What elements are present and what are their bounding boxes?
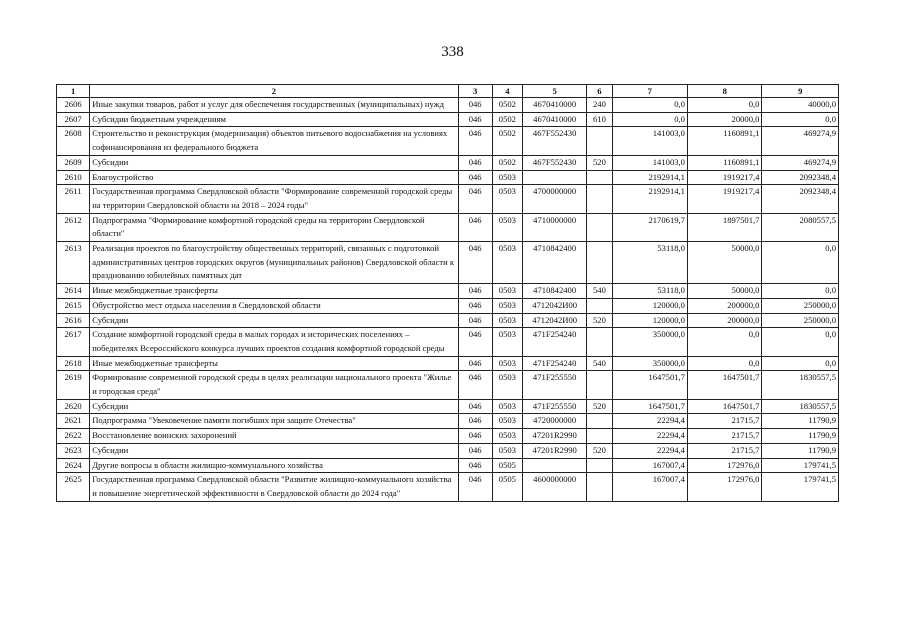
ministry-code: 046 bbox=[458, 98, 492, 113]
amount-col9: 1830557,5 bbox=[762, 371, 839, 399]
amount-col9: 0,0 bbox=[762, 242, 839, 284]
expense-type-code: 520 bbox=[587, 443, 612, 458]
expense-type-code: 610 bbox=[587, 112, 612, 127]
table-row bbox=[57, 356, 839, 371]
table-row bbox=[57, 371, 839, 399]
section-code: 0503 bbox=[492, 313, 522, 328]
row-name: Субсидии bbox=[90, 443, 458, 458]
table-row bbox=[57, 112, 839, 127]
amount-col7: 22294,4 bbox=[612, 443, 687, 458]
target-article-code: 4710842400 bbox=[522, 242, 586, 284]
section-code: 0505 bbox=[492, 473, 522, 501]
table-row bbox=[57, 458, 839, 473]
amount-col7: 350000,0 bbox=[612, 356, 687, 371]
section-code: 0503 bbox=[492, 399, 522, 414]
table-row bbox=[57, 429, 839, 444]
target-article-code bbox=[522, 458, 586, 473]
expense-type-code bbox=[587, 458, 612, 473]
amount-col9: 11790,9 bbox=[762, 414, 839, 429]
row-number: 2614 bbox=[57, 284, 90, 299]
amount-col8: 1919217,4 bbox=[687, 185, 761, 213]
col-header: 5 bbox=[522, 85, 586, 98]
col-header: 4 bbox=[492, 85, 522, 98]
expense-type-code: 520 bbox=[587, 313, 612, 328]
page-number: 338 bbox=[441, 44, 464, 60]
amount-col7: 2170619,7 bbox=[612, 213, 687, 241]
amount-col8: 200000,0 bbox=[687, 313, 761, 328]
target-article-code: 4712042И00 bbox=[522, 298, 586, 313]
target-article-code: 471F254240 bbox=[522, 356, 586, 371]
ministry-code: 046 bbox=[458, 213, 492, 241]
row-name: Субсидии бюджетным учреждениям bbox=[90, 112, 458, 127]
section-code: 0503 bbox=[492, 429, 522, 444]
ministry-code: 046 bbox=[458, 127, 492, 155]
expense-type-code: 240 bbox=[587, 98, 612, 113]
target-article-code: 467F552430 bbox=[522, 155, 586, 170]
target-article-code: 471F255550 bbox=[522, 399, 586, 414]
amount-col9: 11790,9 bbox=[762, 443, 839, 458]
section-code: 0505 bbox=[492, 458, 522, 473]
expense-type-code: 540 bbox=[587, 356, 612, 371]
amount-col7: 22294,4 bbox=[612, 429, 687, 444]
target-article-code: 47201R2990 bbox=[522, 429, 586, 444]
ministry-code: 046 bbox=[458, 155, 492, 170]
row-number: 2618 bbox=[57, 356, 90, 371]
amount-col8: 21715,7 bbox=[687, 414, 761, 429]
expense-type-code bbox=[587, 414, 612, 429]
row-number: 2611 bbox=[57, 185, 90, 213]
ministry-code: 046 bbox=[458, 458, 492, 473]
row-name: Иные межбюджетные трансферты bbox=[90, 284, 458, 299]
expense-type-code bbox=[587, 213, 612, 241]
table-row bbox=[57, 155, 839, 170]
target-article-code bbox=[522, 170, 586, 185]
col-header: 6 bbox=[587, 85, 612, 98]
row-number: 2613 bbox=[57, 242, 90, 284]
amount-col9: 0,0 bbox=[762, 328, 839, 356]
ministry-code: 046 bbox=[458, 399, 492, 414]
amount-col7: 2192914,1 bbox=[612, 170, 687, 185]
expense-type-code: 540 bbox=[587, 284, 612, 299]
row-number: 2623 bbox=[57, 443, 90, 458]
row-number: 2622 bbox=[57, 429, 90, 444]
ministry-code: 046 bbox=[458, 242, 492, 284]
expense-type-code bbox=[587, 371, 612, 399]
amount-col9: 0,0 bbox=[762, 112, 839, 127]
row-number: 2617 bbox=[57, 328, 90, 356]
row-name: Субсидии bbox=[90, 313, 458, 328]
table-row bbox=[57, 328, 839, 356]
amount-col7: 22294,4 bbox=[612, 414, 687, 429]
expense-type-code bbox=[587, 473, 612, 501]
amount-col7: 120000,0 bbox=[612, 313, 687, 328]
row-number: 2616 bbox=[57, 313, 90, 328]
row-name: Реализация проектов по благоустройству общественных территорий, связанных с подготовкой административных центров городских округов (муниципальных районов) Свердловской области к празднованию юбилейных памятных дат bbox=[90, 242, 458, 284]
expense-type-code bbox=[587, 429, 612, 444]
expense-type-code bbox=[587, 127, 612, 155]
amount-col9: 469274,9 bbox=[762, 155, 839, 170]
section-code: 0503 bbox=[492, 328, 522, 356]
ministry-code: 046 bbox=[458, 328, 492, 356]
ministry-code: 046 bbox=[458, 313, 492, 328]
table-row bbox=[57, 443, 839, 458]
section-code: 0503 bbox=[492, 170, 522, 185]
ministry-code: 046 bbox=[458, 429, 492, 444]
ministry-code: 046 bbox=[458, 284, 492, 299]
row-name: Обустройство мест отдыха населения в Свердловской области bbox=[90, 298, 458, 313]
amount-col7: 53118,0 bbox=[612, 242, 687, 284]
col-header: 1 bbox=[57, 85, 90, 98]
row-name: Подпрограмма "Увековечение памяти погибших при защите Отечества" bbox=[90, 414, 458, 429]
row-name: Субсидии bbox=[90, 155, 458, 170]
row-name: Государственная программа Свердловской области "Формирование современной городской среды на территории Свердловской области на 2018 – 2024 годы" bbox=[90, 185, 458, 213]
table-row bbox=[57, 473, 839, 501]
col-header: 2 bbox=[90, 85, 458, 98]
target-article-code: 4700000000 bbox=[522, 185, 586, 213]
target-article-code: 47201R2990 bbox=[522, 443, 586, 458]
target-article-code: 4710842400 bbox=[522, 284, 586, 299]
amount-col9: 250000,0 bbox=[762, 313, 839, 328]
amount-col9: 250000,0 bbox=[762, 298, 839, 313]
amount-col9: 0,0 bbox=[762, 284, 839, 299]
row-name: Создание комфортной городской среды в малых городах и исторических поселениях – победителях Всероссийского конкурса лучших проектов создания комфортной городской среды bbox=[90, 328, 458, 356]
expense-type-code bbox=[587, 328, 612, 356]
amount-col7: 0,0 bbox=[612, 112, 687, 127]
col-header: 9 bbox=[762, 85, 839, 98]
col-header: 3 bbox=[458, 85, 492, 98]
amount-col8: 1160891,1 bbox=[687, 155, 761, 170]
amount-col9: 40000,0 bbox=[762, 98, 839, 113]
ministry-code: 046 bbox=[458, 473, 492, 501]
header-row bbox=[57, 85, 839, 98]
target-article-code: 467F552430 bbox=[522, 127, 586, 155]
row-number: 2619 bbox=[57, 371, 90, 399]
amount-col8: 1897501,7 bbox=[687, 213, 761, 241]
row-number: 2606 bbox=[57, 98, 90, 113]
target-article-code: 4670410000 bbox=[522, 112, 586, 127]
table-row bbox=[57, 399, 839, 414]
ministry-code: 046 bbox=[458, 298, 492, 313]
section-code: 0503 bbox=[492, 284, 522, 299]
expense-type-code bbox=[587, 298, 612, 313]
target-article-code: 4712042И00 bbox=[522, 313, 586, 328]
section-code: 0502 bbox=[492, 155, 522, 170]
amount-col9: 179741,5 bbox=[762, 473, 839, 501]
amount-col8: 1919217,4 bbox=[687, 170, 761, 185]
section-code: 0502 bbox=[492, 98, 522, 113]
row-number: 2621 bbox=[57, 414, 90, 429]
amount-col9: 2080557,5 bbox=[762, 213, 839, 241]
amount-col7: 1647501,7 bbox=[612, 399, 687, 414]
ministry-code: 046 bbox=[458, 443, 492, 458]
table-row bbox=[57, 313, 839, 328]
amount-col8: 20000,0 bbox=[687, 112, 761, 127]
row-number: 2608 bbox=[57, 127, 90, 155]
amount-col8: 200000,0 bbox=[687, 298, 761, 313]
row-name: Подпрограмма "Формирование комфортной городской среды на территории Свердловской области" bbox=[90, 213, 458, 241]
col-header: 8 bbox=[687, 85, 761, 98]
amount-col8: 172976,0 bbox=[687, 473, 761, 501]
section-code: 0503 bbox=[492, 185, 522, 213]
amount-col8: 1647501,7 bbox=[687, 399, 761, 414]
amount-col8: 0,0 bbox=[687, 356, 761, 371]
expense-type-code: 520 bbox=[587, 155, 612, 170]
row-name: Государственная программа Свердловской области "Развитие жилищно-коммунального хозяйства и повышение энергетической эффективности в Свердловской области до 2024 года" bbox=[90, 473, 458, 501]
ministry-code: 046 bbox=[458, 185, 492, 213]
amount-col7: 120000,0 bbox=[612, 298, 687, 313]
amount-col9: 179741,5 bbox=[762, 458, 839, 473]
section-code: 0502 bbox=[492, 127, 522, 155]
amount-col7: 167007,4 bbox=[612, 473, 687, 501]
section-code: 0503 bbox=[492, 414, 522, 429]
amount-col7: 141003,0 bbox=[612, 155, 687, 170]
col-header: 7 bbox=[612, 85, 687, 98]
target-article-code: 471F254240 bbox=[522, 328, 586, 356]
row-name: Субсидии bbox=[90, 399, 458, 414]
row-number: 2612 bbox=[57, 213, 90, 241]
amount-col8: 21715,7 bbox=[687, 429, 761, 444]
table-row bbox=[57, 298, 839, 313]
table-row bbox=[57, 284, 839, 299]
section-code: 0502 bbox=[492, 112, 522, 127]
row-number: 2610 bbox=[57, 170, 90, 185]
ministry-code: 046 bbox=[458, 371, 492, 399]
amount-col8: 172976,0 bbox=[687, 458, 761, 473]
target-article-code: 4720000000 bbox=[522, 414, 586, 429]
amount-col7: 167007,4 bbox=[612, 458, 687, 473]
target-article-code: 4670410000 bbox=[522, 98, 586, 113]
amount-col8: 1647501,7 bbox=[687, 371, 761, 399]
amount-col8: 0,0 bbox=[687, 328, 761, 356]
amount-col9: 2092348,4 bbox=[762, 185, 839, 213]
row-number: 2624 bbox=[57, 458, 90, 473]
amount-col9: 0,0 bbox=[762, 356, 839, 371]
table-row bbox=[57, 414, 839, 429]
amount-col9: 11790,9 bbox=[762, 429, 839, 444]
section-code: 0503 bbox=[492, 213, 522, 241]
amount-col9: 469274,9 bbox=[762, 127, 839, 155]
amount-col7: 2192914,1 bbox=[612, 185, 687, 213]
table-row bbox=[57, 213, 839, 241]
amount-col8: 21715,7 bbox=[687, 443, 761, 458]
expense-type-code bbox=[587, 242, 612, 284]
target-article-code: 4600000000 bbox=[522, 473, 586, 501]
amount-col7: 53118,0 bbox=[612, 284, 687, 299]
section-code: 0503 bbox=[492, 298, 522, 313]
ministry-code: 046 bbox=[458, 356, 492, 371]
row-name: Благоустройство bbox=[90, 170, 458, 185]
amount-col8: 1160891,1 bbox=[687, 127, 761, 155]
ministry-code: 046 bbox=[458, 112, 492, 127]
amount-col7: 350000,0 bbox=[612, 328, 687, 356]
amount-col7: 141003,0 bbox=[612, 127, 687, 155]
ministry-code: 046 bbox=[458, 170, 492, 185]
section-code: 0503 bbox=[492, 371, 522, 399]
row-number: 2607 bbox=[57, 112, 90, 127]
expense-type-code bbox=[587, 170, 612, 185]
amount-col8: 50000,0 bbox=[687, 284, 761, 299]
amount-col8: 0,0 bbox=[687, 98, 761, 113]
row-name: Иные межбюджетные трансферты bbox=[90, 356, 458, 371]
section-code: 0503 bbox=[492, 356, 522, 371]
table-row bbox=[57, 127, 839, 155]
row-number: 2625 bbox=[57, 473, 90, 501]
ministry-code: 046 bbox=[458, 414, 492, 429]
table-row bbox=[57, 242, 839, 284]
table-row bbox=[57, 170, 839, 185]
amount-col9: 1830557,5 bbox=[762, 399, 839, 414]
row-name: Восстановление воинских захоронений bbox=[90, 429, 458, 444]
amount-col7: 0,0 bbox=[612, 98, 687, 113]
section-code: 0503 bbox=[492, 443, 522, 458]
budget-table bbox=[56, 84, 839, 502]
expense-type-code bbox=[587, 185, 612, 213]
amount-col9: 2092348,4 bbox=[762, 170, 839, 185]
row-name: Другие вопросы в области жилищно-коммунального хозяйства bbox=[90, 458, 458, 473]
target-article-code: 4710000000 bbox=[522, 213, 586, 241]
target-article-code: 471F255550 bbox=[522, 371, 586, 399]
row-name: Формирование современной городской среды в целях реализации национального проекта "Жилье и городская среда" bbox=[90, 371, 458, 399]
section-code: 0503 bbox=[492, 242, 522, 284]
expense-type-code: 520 bbox=[587, 399, 612, 414]
row-number: 2620 bbox=[57, 399, 90, 414]
amount-col7: 1647501,7 bbox=[612, 371, 687, 399]
table-row bbox=[57, 98, 839, 113]
row-number: 2615 bbox=[57, 298, 90, 313]
row-number: 2609 bbox=[57, 155, 90, 170]
row-name: Иные закупки товаров, работ и услуг для обеспечения государственных (муниципальных) нужд bbox=[90, 98, 458, 113]
row-name: Строительство и реконструкция (модернизация) объектов питьевого водоснабжения на условиях софинансирования из федерального бюджета bbox=[90, 127, 458, 155]
table-row bbox=[57, 185, 839, 213]
amount-col8: 50000,0 bbox=[687, 242, 761, 284]
